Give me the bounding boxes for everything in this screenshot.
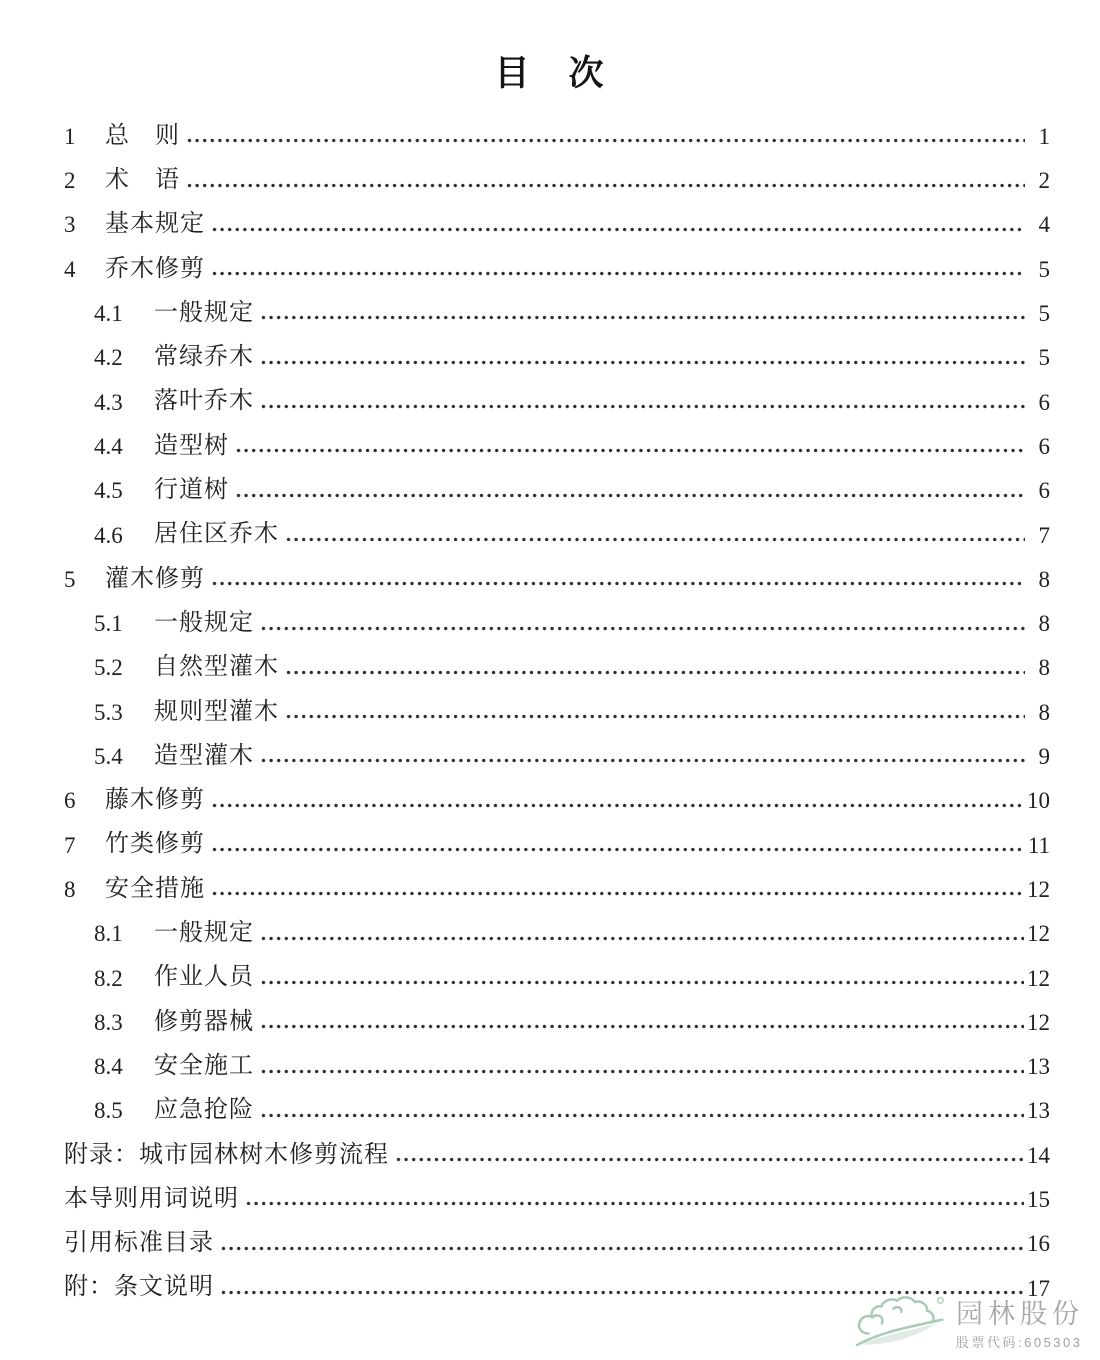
toc-item-label: 本导则用词说明 [64,1185,239,1212]
toc-item-page: 14 [1027,1142,1050,1168]
toc-row [64,283,1050,327]
toc-item-number: 8.3 [94,1009,123,1035]
toc-item-label: 行道树 [154,477,229,504]
toc-item-number: 8 [64,876,76,902]
toc-item-page: 5 [1038,301,1050,327]
toc-row [64,1125,1050,1169]
table-of-contents [64,106,1050,1302]
toc-item-number: 8.1 [94,921,123,947]
toc-row [64,815,1050,859]
toc-item-page: 11 [1027,832,1050,858]
toc-item-page: 6 [1038,433,1050,459]
toc-row [64,1081,1050,1125]
toc-item-page: 16 [1027,1231,1050,1257]
toc-item-label: 一般规定 [154,609,254,636]
dot-leader [261,980,1024,985]
toc-item-number: 5.3 [94,699,123,725]
toc-item-page: 8 [1038,699,1050,725]
dot-leader [212,271,1025,276]
toc-item-label: 安全措施 [105,875,205,902]
toc-item-label: 应急抢险 [154,1097,254,1124]
dot-leader [261,626,1025,631]
toc-item-page: 17 [1027,1275,1050,1301]
toc-item-page: 10 [1027,788,1050,814]
toc-row [64,195,1050,239]
toc-item-page: 15 [1027,1186,1050,1212]
toc-item-number: 5 [64,566,76,592]
toc-item-number: 6 [64,788,76,814]
toc-row [64,682,1050,726]
toc-item-page: 8 [1038,655,1050,681]
dot-leader [261,758,1025,763]
toc-item-label: 居住区乔木 [154,521,279,548]
toc-item-page: 6 [1038,389,1050,415]
toc-row [64,948,1050,992]
toc-item-page: 5 [1038,345,1050,371]
toc-item-label: 基本规定 [105,211,205,238]
toc-item-number: 4.5 [94,478,123,504]
toc-item-page: 12 [1027,876,1050,902]
dot-leader [212,803,1024,808]
toc-item-page: 4 [1038,212,1050,238]
toc-item-label: 竹类修剪 [105,831,205,858]
toc-item-number: 8.5 [94,1098,123,1124]
toc-item-page: 9 [1038,744,1050,770]
stock-code: 股票代码:605303 [956,1334,1083,1350]
toc-row [64,239,1050,283]
toc-row [64,505,1050,549]
toc-item-label: 藤木修剪 [105,787,205,814]
dot-leader [261,936,1024,941]
toc-item-number: 4.3 [94,389,123,415]
toc-item-label: 作业人员 [154,964,254,991]
toc-item-label: 落叶乔木 [154,388,254,415]
toc-row [64,460,1050,504]
toc-item-number: 7 [64,832,76,858]
toc-item-label: 自然型灌木 [154,654,279,681]
dot-leader [187,183,1025,188]
toc-row [64,1213,1050,1257]
toc-item-label: 乔木修剪 [105,255,205,282]
toc-row [64,859,1050,903]
toc-item-label: 一般规定 [154,920,254,947]
dot-leader [261,315,1025,320]
toc-item-number: 4.6 [94,522,123,548]
dot-leader [212,847,1025,852]
dot-leader [261,1113,1024,1118]
toc-row [64,593,1050,637]
toc-item-label: 一般规定 [154,299,254,326]
dot-leader [212,891,1024,896]
toc-row [64,992,1050,1036]
toc-row [64,372,1050,416]
toc-item-label: 附录：城市园林树木修剪流程 [64,1141,389,1168]
toc-item-label: 引用标准目录 [64,1230,214,1257]
toc-item-page: 6 [1038,478,1050,504]
toc-row [64,638,1050,682]
dot-leader [396,1157,1024,1162]
toc-row [64,726,1050,770]
toc-item-number: 5.4 [94,744,123,770]
dot-leader [286,537,1025,542]
toc-item-page: 8 [1038,566,1050,592]
dot-leader [236,493,1025,498]
toc-item-page: 1 [1038,123,1050,149]
toc-item-label: 附：条文说明 [64,1274,214,1301]
toc-item-number: 8.2 [94,965,123,991]
toc-row [64,549,1050,593]
toc-item-label: 规则型灌木 [154,698,279,725]
toc-row [64,1169,1050,1213]
toc-item-number: 5.2 [94,655,123,681]
toc-item-label: 造型树 [154,432,229,459]
toc-row [64,106,1050,150]
dot-leader [261,360,1025,365]
toc-item-page: 12 [1027,1009,1050,1035]
dot-leader [261,1024,1024,1029]
toc-item-label: 造型灌木 [154,742,254,769]
toc-item-number: 4.2 [94,345,123,371]
toc-item-label: 总 则 [105,122,180,149]
toc-row [64,327,1050,371]
toc-item-number: 4 [64,256,76,282]
toc-item-label: 术 语 [105,167,180,193]
toc-item-number: 8.4 [94,1054,123,1080]
dot-leader [212,227,1025,232]
dot-leader [236,448,1025,453]
toc-item-page: 8 [1038,611,1050,637]
dot-leader [187,138,1025,143]
toc-item-label: 灌木修剪 [105,565,205,592]
toc-item-page: 7 [1038,522,1050,548]
toc-item-page: 12 [1027,921,1050,947]
toc-item-page: 5 [1038,256,1050,282]
dot-leader [286,670,1025,675]
dot-leader [286,714,1025,719]
toc-row [64,1036,1050,1080]
toc-row [64,903,1050,947]
dot-leader [261,404,1025,409]
toc-item-page: 13 [1027,1098,1050,1124]
toc-item-label: 修剪器械 [154,1008,254,1035]
toc-item-number: 2 [64,168,76,194]
dot-leader [246,1201,1024,1206]
toc-item-number: 5.1 [94,611,123,637]
toc-item-number: 1 [64,123,76,149]
publisher-watermark [854,1293,1084,1358]
toc-item-label: 常绿乔木 [154,344,254,371]
toc-item-page: 12 [1027,965,1050,991]
toc-row [64,770,1050,814]
toc-item-page: 2 [1038,168,1050,194]
toc-item-page: 13 [1027,1054,1050,1080]
dot-leader [212,581,1025,586]
dot-leader [221,1246,1024,1251]
toc-item-label: 安全施工 [154,1052,254,1079]
toc-row [64,416,1050,460]
toc-item-number: 4.4 [94,433,123,459]
dot-leader [261,1069,1024,1074]
cloud-leaf-logo-icon [854,1293,950,1358]
toc-row [64,150,1050,194]
brand-name: 园林股份 [956,1299,1084,1330]
page-title: 目 次 [494,54,606,93]
toc-item-number: 4.1 [94,301,123,327]
toc-item-number: 3 [64,212,76,238]
